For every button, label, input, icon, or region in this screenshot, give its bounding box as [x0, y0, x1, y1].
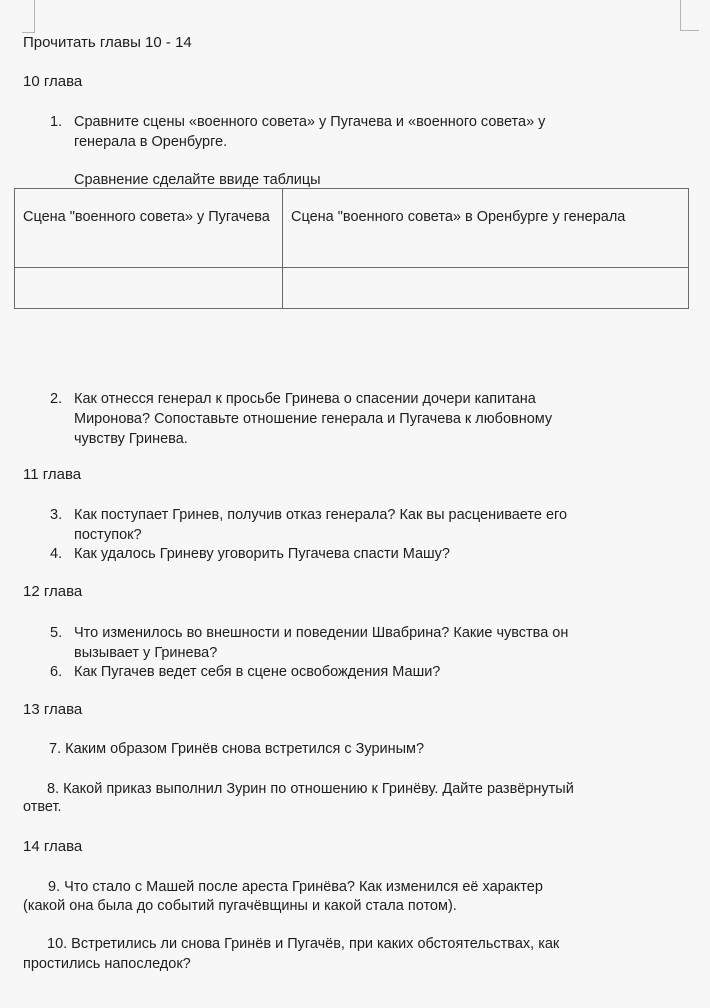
question-10-line-1: 10. Встретились ли снова Гринёв и Пугачёв, при каких обстоятельствах, как: [47, 936, 560, 952]
page-title: Прочитать главы 10 - 14: [23, 34, 192, 51]
question-6-line-1: Как Пугачев ведет себя в сцене освобождения Маши?: [74, 664, 441, 680]
chapter-13-heading: 13 глава: [23, 701, 83, 718]
question-8-line-1: 8. Какой приказ выполнил Зурин по отношению к Гринёву. Дайте развёрнутый: [47, 781, 574, 797]
question-10-line-2: простились напоследок?: [23, 956, 191, 972]
table-header-pugachev: Сцена "военного совета» у Пугачева: [15, 189, 283, 268]
question-9-line-2: (какой она была до событий пугачёвщины и какой стала потом).: [23, 898, 457, 914]
table-header-row: [15, 189, 689, 268]
question-4-number: 4.: [50, 546, 63, 562]
question-5-number: 5.: [50, 625, 63, 641]
table-empty-cell-1: [15, 268, 283, 309]
table-empty-row: [15, 268, 689, 309]
question-2-line-3: чувству Гринева.: [74, 431, 188, 447]
chapter-12-heading: 12 глава: [23, 583, 83, 600]
question-6-number: 6.: [50, 664, 63, 680]
question-1-line-1: Сравните сцены «военного совета» у Пугачева и «военного совета» у: [74, 114, 546, 130]
table-empty-cell-2: [283, 268, 689, 309]
corner-mark-top-left: [22, 0, 35, 33]
question-2-line-1: Как отнесся генерал к просьбе Гринева о спасении дочери капитана: [74, 391, 536, 407]
question-2-number: 2.: [50, 391, 63, 407]
table-header-orenburg: Сцена "военного совета» в Оренбурге у генерала: [283, 189, 689, 268]
question-3-line-1: Как поступает Гринев, получив отказ генерала? Как вы расцениваете его: [74, 507, 568, 523]
question-3-line-2: поступок?: [74, 527, 142, 543]
question-7: 7. Каким образом Гринёв снова встретился с Зуриным?: [49, 741, 425, 757]
question-1-number: 1.: [50, 114, 63, 130]
corner-mark-top-right: [680, 0, 699, 31]
question-3-number: 3.: [50, 507, 63, 523]
question-2-line-2: Миронова? Сопоставьте отношение генерала и Пугачева к любовному: [74, 411, 553, 427]
question-9-line-1: 9. Что стало с Машей после ареста Гринёва? Как изменился её характер: [48, 879, 543, 895]
table-intro: Сравнение сделайте ввиде таблицы: [74, 172, 321, 188]
chapter-10-heading: 10 глава: [23, 73, 83, 90]
comparison-table: [14, 188, 689, 309]
question-5-line-2: вызывает у Гринева?: [74, 645, 218, 661]
chapter-11-heading: 11 глава: [23, 466, 82, 483]
chapter-14-heading: 14 глава: [23, 838, 83, 855]
question-5-line-1: Что изменилось во внешности и поведении Швабрина? Какие чувства он: [74, 625, 569, 641]
question-8-line-2: ответ.: [23, 799, 62, 815]
question-4-line-1: Как удалось Гриневу уговорить Пугачева спасти Машу?: [74, 546, 450, 562]
question-1-line-2: генерала в Оренбурге.: [74, 134, 228, 150]
